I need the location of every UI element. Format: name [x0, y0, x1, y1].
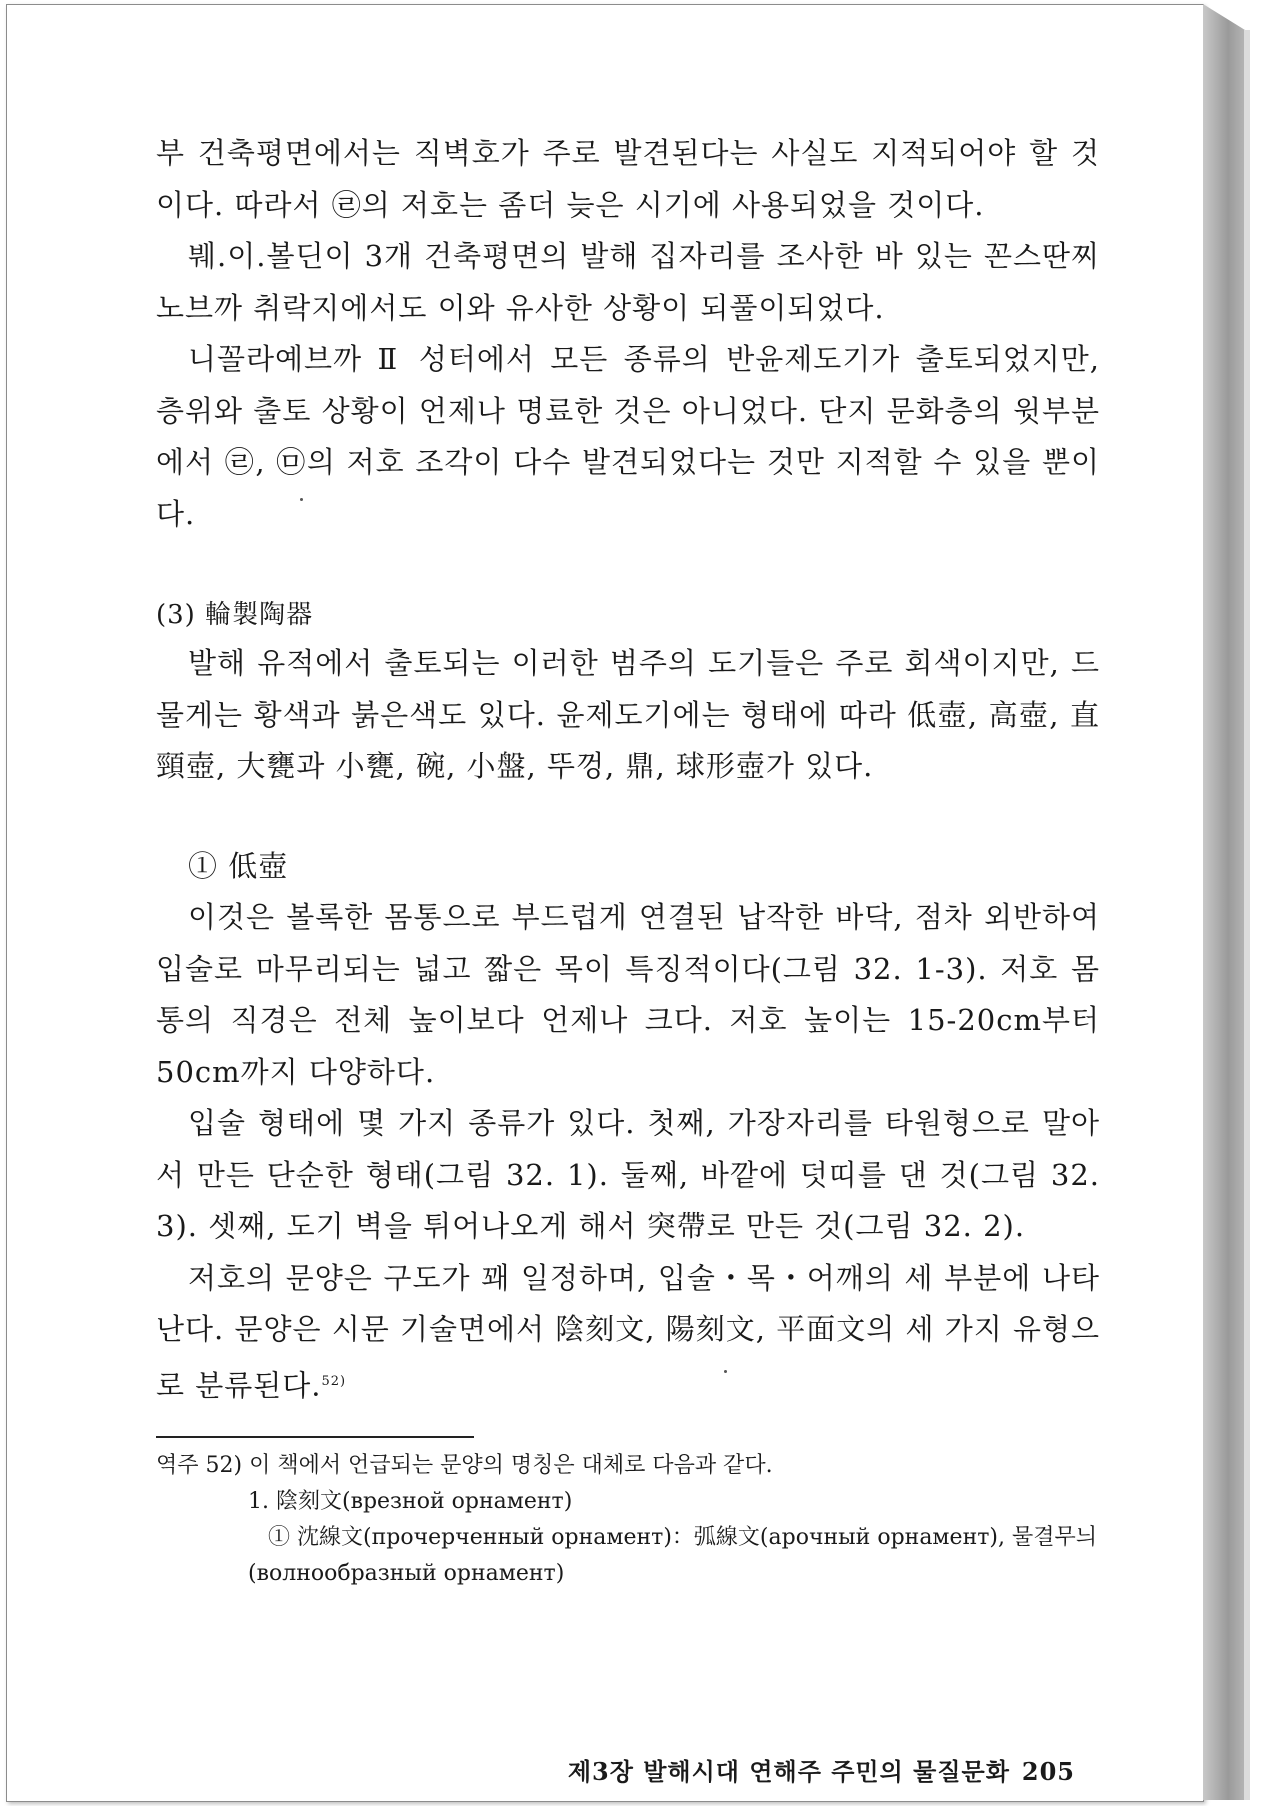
paragraph-5: 이것은 볼록한 몸통으로 부드럽게 연결된 납작한 바닥, 점차 외반하여 입술로 마무리되는 넓고 짧은 목이 특징적이다(그림 32. 1-3). 저호 몸통의 직경은 전체 높이보다 언제나 크다. 저호 높이는 15-20cm부터 50cm까지 다양하다. [156, 900, 1100, 1089]
footnote-ref: 52) [321, 1373, 347, 1389]
page-number: 205 [1021, 1757, 1075, 1786]
footnote-line-4: (волнообразный орнамент) [248, 1561, 565, 1586]
footnote-line-2: 1. 陰刻文(врезной орнамент) [248, 1489, 573, 1514]
paragraph-3: 니꼴라예브까 Ⅱ 성터에서 모든 종류의 반윤제도기가 출토되었지만, 층위와 출토 상황이 언제나 명료한 것은 아니었다. 단지 문화층의 윗부분에서 ㉣, ㉤의 저호 조각이 다수 발견되었다는 것만 지적할 수 있을 뿐이다. [156, 342, 1100, 531]
footnote-rule [156, 1436, 474, 1438]
paragraph-7-text: 저호의 문양은 구도가 꽤 일정하며, 입술・목・어깨의 세 부분에 나타난다. 문양은 시문 기술면에서 陰刻文, 陽刻文, 平面文의 세 가지 유형으로 분류된다. [156, 1260, 1100, 1403]
scan-speck [300, 498, 303, 501]
paragraph-1: 부 건축평면에서는 직벽호가 주로 발견된다는 사실도 지적되어야 할 것이다. 따라서 ㉣의 저호는 좀더 늦은 시기에 사용되었을 것이다. [156, 136, 1100, 222]
paragraph-6: 입술 형태에 몇 가지 종류가 있다. 첫째, 가장자리를 타원형으로 말아서 만든 단순한 형태(그림 32. 1). 둘째, 바깥에 덧띠를 댄 것(그림 32. 3). 셋째, 도기 벽을 튀어나오게 해서 突帶로 만든 것(그림 32. 2). [156, 1106, 1100, 1243]
chapter-title: 제3장 발해시대 연해주 주민의 물질문화 [567, 1757, 1010, 1786]
scan-speck [724, 1370, 727, 1373]
paragraph-4: 발해 유적에서 출토되는 이러한 범주의 도기들은 주로 회색이지만, 드물게는 황색과 붉은색도 있다. 윤제도기에는 형태에 따라 低壺, 高壺, 直頸壺, 大甕과 小甕, 碗, 小盤, 뚜껑, 鼎, 球形壺가 있다. [156, 646, 1100, 783]
paragraph-7 [156, 1253, 1100, 1412]
paragraph-2: 붸.이.볼딘이 3개 건축평면의 발해 집자리를 조사한 바 있는 꼰스딴찌노브까 취락지에서도 이와 유사한 상황이 되풀이되었다. [156, 239, 1100, 325]
footnote-line-3: ① 沈線文(прочерченный орнамент)：弧線文(арочный орнамент), 물결무늬 [268, 1525, 1097, 1550]
section-heading-3: (3) 輪製陶器 [156, 600, 314, 630]
page-stack-edge [1203, 4, 1245, 1800]
running-footer [568, 1752, 1075, 1787]
page-shadow [1244, 30, 1250, 1800]
footnote-line-1: 역주 52) 이 책에서 언급되는 문양의 명칭은 대체로 다음과 같다. [156, 1453, 773, 1478]
body-text [156, 128, 1100, 1412]
subsection-heading-1: ① 低壺 [188, 848, 289, 883]
footnotes [156, 1448, 1100, 1592]
